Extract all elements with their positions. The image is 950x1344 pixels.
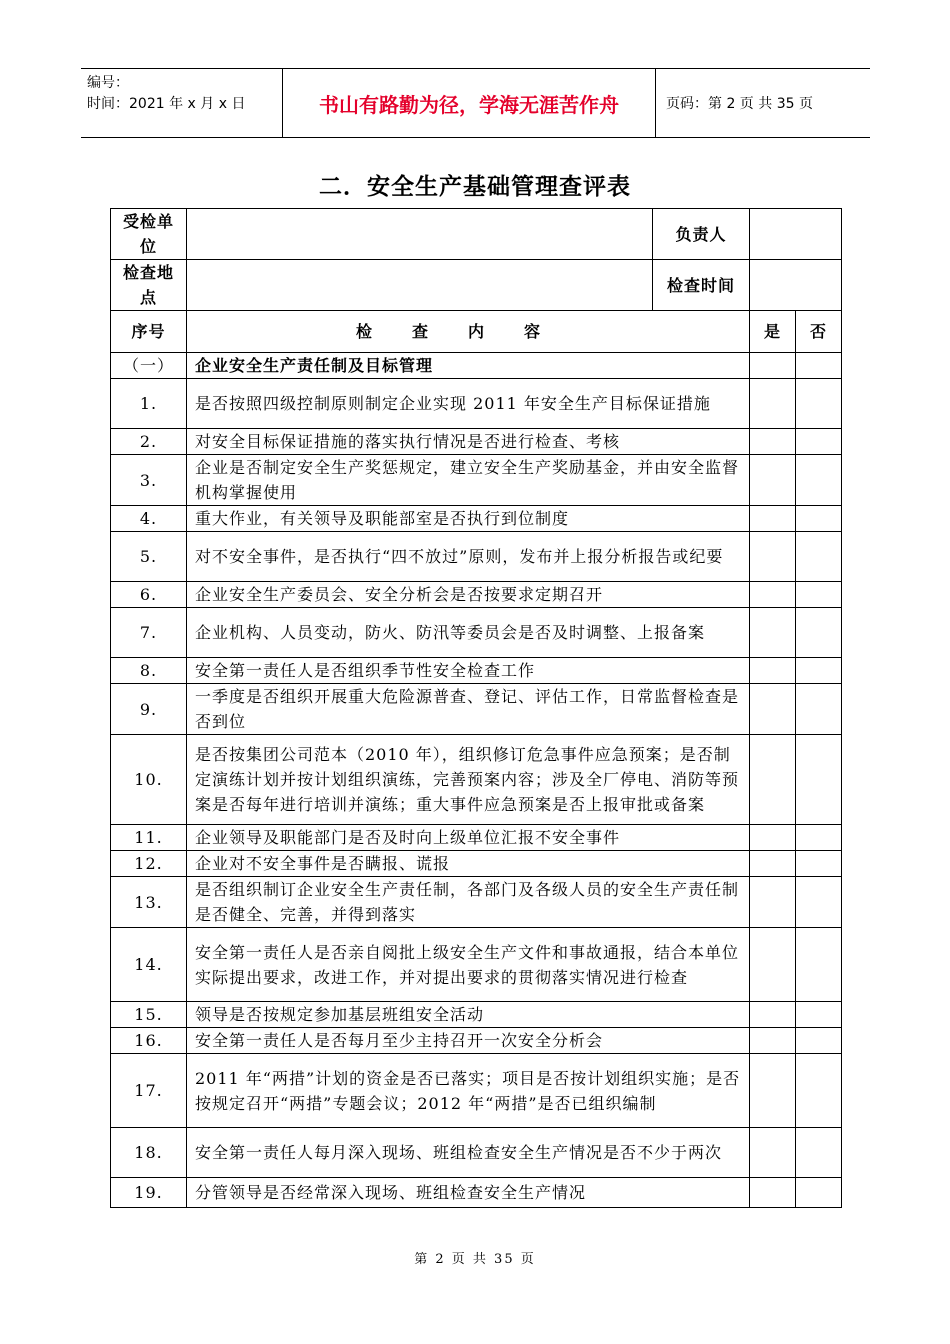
row-content: 是否按照四级控制原则制定企业实现 2011 年安全生产目标保证措施 [187,379,750,429]
row-number: 5. [111,532,187,582]
row-number: 18. [111,1128,187,1178]
row-yes-cell[interactable] [750,1054,796,1128]
row-yes-cell[interactable] [750,506,796,532]
row-yes-cell[interactable] [750,379,796,429]
responsible-label: 负责人 [653,209,750,260]
row-no-cell[interactable] [796,1178,842,1208]
row-number: 3. [111,455,187,506]
section-row [111,353,842,379]
row-number: 11. [111,825,187,851]
row-yes-cell[interactable] [750,608,796,658]
row-no-cell[interactable] [796,379,842,429]
table-row [111,379,842,429]
row-content: 是否按集团公司范本（2010 年），组织修订危急事件应急预案；是否制定演练计划并按计划组织演练，完善预案内容；涉及全厂停电、消防等预案是否每年进行培训并演练；重大事件应急预案是否上报审批或备案 [187,735,750,825]
row-no-cell[interactable] [796,429,842,455]
table-row [111,429,842,455]
row-yes-cell[interactable] [750,532,796,582]
row-no-cell[interactable] [796,928,842,1002]
table-row [111,1178,842,1208]
row-content: 安全第一责任人是否组织季节性安全检查工作 [187,658,750,684]
row-no-cell[interactable] [796,735,842,825]
section-yes-cell[interactable] [750,353,796,379]
unit-value-cell[interactable] [187,209,653,260]
row-yes-cell[interactable] [750,1002,796,1028]
table-row [111,1128,842,1178]
content-header: 检查内容 [187,311,750,353]
inspection-time-value-cell[interactable] [750,260,842,311]
header-motto: 书山有路勤为径，学海无涯苦作舟 [283,69,656,137]
page-title: 二．安全生产基础管理查评表 [319,174,631,200]
row-yes-cell[interactable] [750,851,796,877]
section-title: 企业安全生产责任制及目标管理 [187,353,750,379]
row-content: 一季度是否组织开展重大危险源普查、登记、评估工作，日常监督检查是否到位 [187,684,750,735]
table-row [111,825,842,851]
table-row [111,684,842,735]
row-no-cell[interactable] [796,825,842,851]
row-yes-cell[interactable] [750,825,796,851]
column-header-row [111,311,842,353]
row-number: 13. [111,877,187,928]
form-row-unit [111,209,842,260]
table-row [111,658,842,684]
table-row [111,455,842,506]
header-meta [81,69,283,137]
row-no-cell[interactable] [796,684,842,735]
table-row [111,851,842,877]
table-row [111,1028,842,1054]
row-content: 是否组织制订企业安全生产责任制，各部门及各级人员的安全生产责任制是否健全、完善，并得到落实 [187,877,750,928]
row-no-cell[interactable] [796,1002,842,1028]
row-no-cell[interactable] [796,1128,842,1178]
row-no-cell[interactable] [796,851,842,877]
row-yes-cell[interactable] [750,928,796,1002]
row-number: 12. [111,851,187,877]
row-number: 14. [111,928,187,1002]
row-no-cell[interactable] [796,1028,842,1054]
row-no-cell[interactable] [796,582,842,608]
row-content: 企业对不安全事件是否瞒报、谎报 [187,851,750,877]
section-no-cell[interactable] [796,353,842,379]
row-yes-cell[interactable] [750,1028,796,1054]
table-row [111,1002,842,1028]
table-row [111,1054,842,1128]
row-content: 企业领导及职能部门是否及时向上级单位汇报不安全事件 [187,825,750,851]
row-number: 19. [111,1178,187,1208]
table-row [111,928,842,1002]
row-yes-cell[interactable] [750,658,796,684]
row-yes-cell[interactable] [750,684,796,735]
row-content: 企业机构、人员变动，防火、防汛等委员会是否及时调整、上报备案 [187,608,750,658]
row-no-cell[interactable] [796,532,842,582]
table-row [111,506,842,532]
header-page-info: 页码：第 2 页 共 35 页 [666,96,813,112]
row-no-cell[interactable] [796,877,842,928]
row-content: 安全第一责任人是否每月至少主持召开一次安全分析会 [187,1028,750,1054]
row-yes-cell[interactable] [750,1128,796,1178]
no-header: 否 [796,311,842,353]
row-yes-cell[interactable] [750,877,796,928]
row-no-cell[interactable] [796,1054,842,1128]
location-label: 检查地点 [111,260,187,311]
row-content: 领导是否按规定参加基层班组安全活动 [187,1002,750,1028]
section-num: （一） [111,353,187,379]
row-yes-cell[interactable] [750,582,796,608]
table-row [111,608,842,658]
row-yes-cell[interactable] [750,429,796,455]
row-yes-cell[interactable] [750,455,796,506]
row-content: 分管领导是否经常深入现场、班组检查安全生产情况 [187,1178,750,1208]
responsible-value-cell[interactable] [750,209,842,260]
row-content: 对不安全事件，是否执行“四不放过”原则，发布并上报分析报告或纪要 [187,532,750,582]
table-row [111,877,842,928]
time-label: 时间：2021 年 x 月 x 日 [87,96,246,112]
row-number: 4. [111,506,187,532]
row-content: 安全第一责任人每月深入现场、班组检查安全生产情况是否不少于两次 [187,1128,750,1178]
row-number: 9. [111,684,187,735]
form-row-location [111,260,842,311]
row-content: 企业是否制定安全生产奖惩规定，建立安全生产奖励基金，并由安全监督机构掌握使用 [187,455,750,506]
row-no-cell[interactable] [796,658,842,684]
row-no-cell[interactable] [796,608,842,658]
yes-header: 是 [750,311,796,353]
row-content: 重大作业，有关领导及职能部室是否执行到位制度 [187,506,750,532]
row-number: 15. [111,1002,187,1028]
row-content: 企业安全生产委员会、安全分析会是否按要求定期召开 [187,582,750,608]
row-yes-cell[interactable] [750,1178,796,1208]
row-number: 8. [111,658,187,684]
row-content: 对安全目标保证措施的落实执行情况是否进行检查、考核 [187,429,750,455]
table-row [111,582,842,608]
row-content: 安全第一责任人是否亲自阅批上级安全生产文件和事故通报，结合本单位实际提出要求，改进工作，并对提出要求的贯彻落实情况进行检查 [187,928,750,1002]
row-number: 2. [111,429,187,455]
table-row [111,735,842,825]
row-number: 7. [111,608,187,658]
row-number: 10. [111,735,187,825]
location-value-cell[interactable] [187,260,653,311]
inspection-time-label: 检查时间 [653,260,750,311]
row-content: 2011 年“两措”计划的资金是否已落实；项目是否按计划组织实施；是否按规定召开“两措”专题会议；2012 年“两措”是否已组织编制 [187,1054,750,1128]
row-number: 16. [111,1028,187,1054]
row-no-cell[interactable] [796,455,842,506]
row-number: 1. [111,379,187,429]
row-number: 17. [111,1054,187,1128]
table-row [111,532,842,582]
row-no-cell[interactable] [796,506,842,532]
unit-label: 受检单位 [111,209,187,260]
row-number: 6. [111,582,187,608]
inspection-table [110,208,842,1208]
seq-header: 序号 [111,311,187,353]
page-footer: 第 2 页 共 35 页 [414,1252,536,1267]
number-label: 编号： [87,75,129,91]
page-header [81,68,870,138]
row-yes-cell[interactable] [750,735,796,825]
